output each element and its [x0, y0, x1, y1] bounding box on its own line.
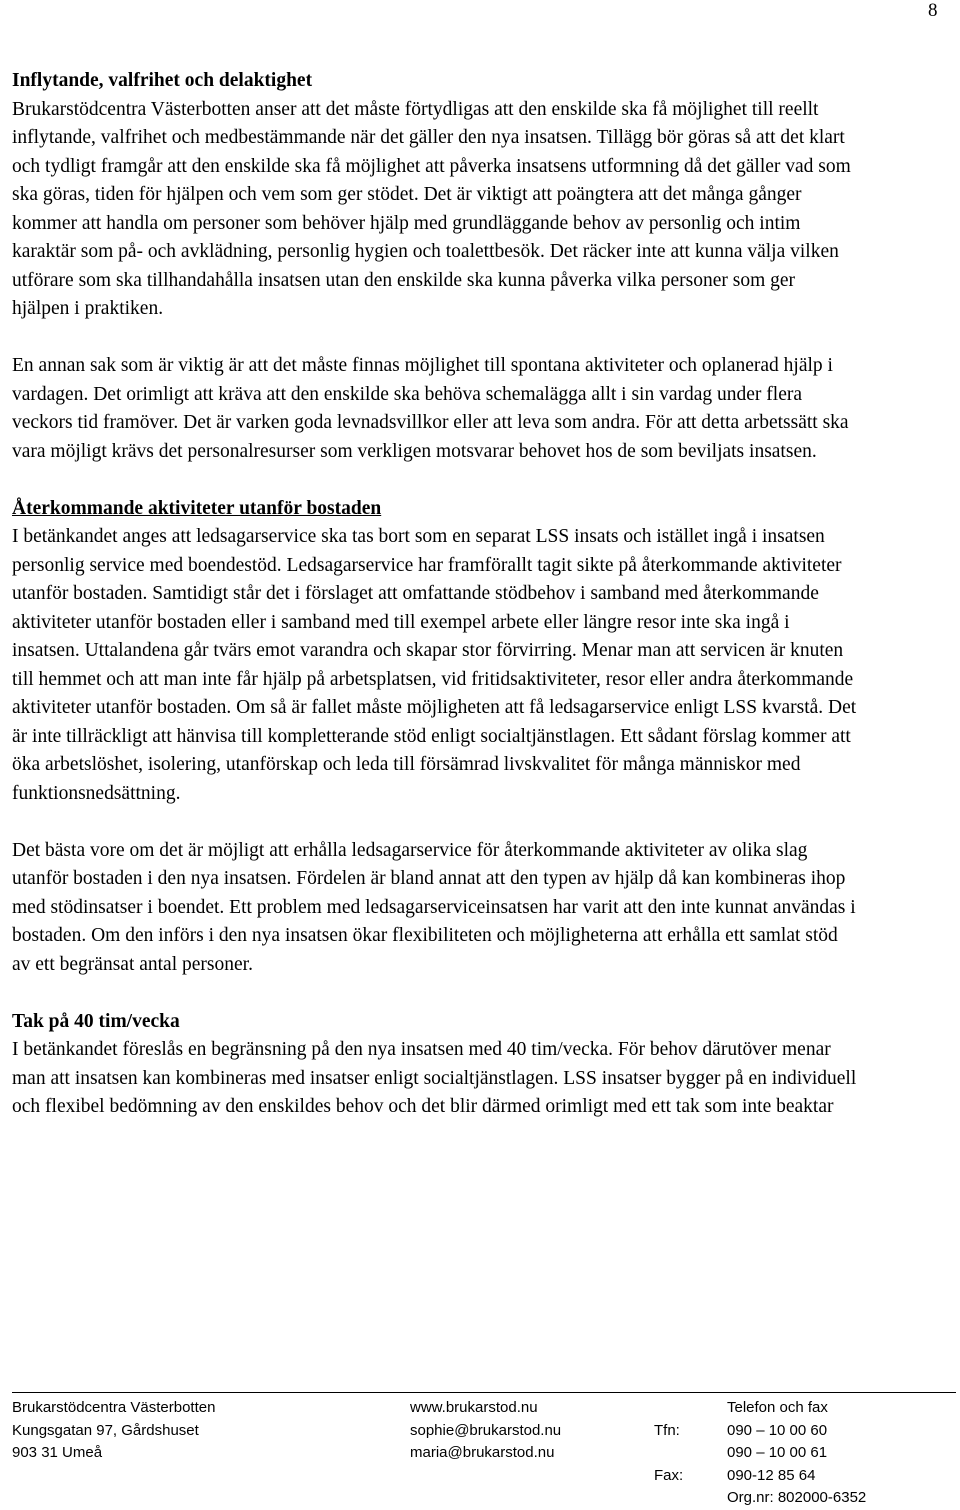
footer-address-column — [12, 1397, 215, 1465]
footer-org-nr: Org.nr: 802000-6352 — [727, 1489, 867, 1506]
footer-postal: 903 31 Umeå — [12, 1444, 103, 1461]
document-body — [12, 67, 857, 1122]
footer-website-link[interactable]: www.brukarstod.nu — [410, 1399, 538, 1416]
footer-email-link[interactable]: sophie@brukarstod.nu — [410, 1421, 562, 1439]
section-heading-inflytande: Inflytande, valfrihet och delaktighet — [12, 70, 313, 91]
footer-tfn-label: Tfn: — [654, 1421, 680, 1439]
paragraph: I betänkandet anges att ledsagarservice ska tas bort som en separat LSS insats och istället ingå i insatsen personlig service med boendestöd. Ledsagarservice har framförallt tagit sikte på återkommande aktiviteter utanför bostaden. Samtidigt står det i förslaget att omfattande stödbehov i samband med återkommande aktiviteter utanför bostaden eller i samband med till exempel arbete eller längre resor inte ska ingå i insatsen. Uttalandena går tvärs emot varandra och skapar stor förvirring. Menar man att servicen är knuten till hemmet och att man inte får hjälp på arbetsplatsen, vid fritidsaktiviteter, resor eller andra återkommande aktiviteter utanför bostaden. Om så är fallet måste möjligheten att få ledsagarservice enligt LSS kvarstå. Det är inte tillräckligt att hänvisa till kompletterande stöd enligt socialtjänstlagen. Ett sådant förslag kommer att öka arbetslöshet, isolering, utanförskap och leda till försämrad livskvalitet för många människor med funktionsnedsättning. — [12, 526, 857, 804]
paragraph: Det bästa vore om det är möjligt att erhålla ledsagarservice för återkommande aktiviteter av olika slag utanför bostaden i den nya insatsen. Fördelen är bland annat att den typen av hjälp då kan kombineras ihop med stödinsatser i boendet. Ett problem med ledsagarserviceinsatsen har varit att den inte kunnat användas i bostaden. Om den införs i den nya insatsen ökar flexibiliteten och möjligheterna att erhålla ett samlat stöd av ett begränsat antal personer. — [12, 839, 856, 975]
section-heading-aterkommande: Återkommande aktiviteter utanför bostaden — [12, 497, 382, 519]
footer-phone-2: 090 – 10 00 61 — [727, 1444, 828, 1461]
paragraph: Brukarstödcentra Västerbotten anser att det måste förtydligas att den enskilde ska få möjlighet till reellt inflytande, valfrihet och medbestämmande när det gäller den nya insatsen. Tillägg bör göras så att det klart och tydligt framgår att den enskilde ska få möjlighet att påverka insatsens utformning då det gäller vad som ska göras, tiden för hjälpen och vem som ger stödet. Det är viktigt att poängtera att det många gånger kommer att handla om personer som behöver hjälp med grundläggande behov av personlig och intim karaktär som på- och avklädning, personlig hygien och toalettbesök. Det räcker inte att kunna välja vilken utförare som ska tillhandahålla insatsen utan den enskilde ska kunna påverka vilka personer som ger hjälpen i praktiken. — [12, 98, 851, 319]
paragraph: En annan sak som är viktig är att det måste finnas möjlighet till spontana aktiviteter och oplanerad hjälp i vardagen. Det orimligt att kräva att den enskilde ska behöva schemalägga allt i sin vardag under flera veckors tid framöver. Det är varken goda levnadsvillkor eller att leva som andra. För att detta arbetssätt ska vara möjligt krävs det personalresurser som verkligen motsvarar behovet hos de som beviljats insatsen. — [12, 355, 849, 462]
footer-phone-column — [727, 1397, 866, 1510]
paragraph: I betänkandet föreslås en begränsning på den nya insatsen med 40 tim/vecka. För behov därutöver menar man att insatsen kan kombineras med insatser enligt socialtjänstlagen. LSS insatser bygger på en individuell och flexibel bedömning av den enskildes behov och det blir därmed orimligt med ett tak som inte beaktar — [12, 1039, 857, 1117]
footer-web-column — [410, 1397, 561, 1465]
footer-phone-heading: Telefon och fax — [727, 1399, 828, 1416]
footer-fax-number: 090-12 85 64 — [727, 1466, 816, 1484]
footer-email-link[interactable]: maria@brukarstod.nu — [410, 1444, 555, 1461]
footer-phone-1: 090 – 10 00 60 — [727, 1421, 828, 1439]
footer-label-column — [654, 1397, 683, 1487]
section-heading-tak: Tak på 40 tim/vecka — [12, 1010, 180, 1032]
footer-fax-label: Fax: — [654, 1466, 684, 1484]
footer-address: Kungsgatan 97, Gårdshuset — [12, 1421, 199, 1439]
page-number: 8 — [928, 0, 938, 21]
footer-org-name: Brukarstödcentra Västerbotten — [12, 1399, 216, 1416]
footer-divider — [12, 1392, 956, 1393]
